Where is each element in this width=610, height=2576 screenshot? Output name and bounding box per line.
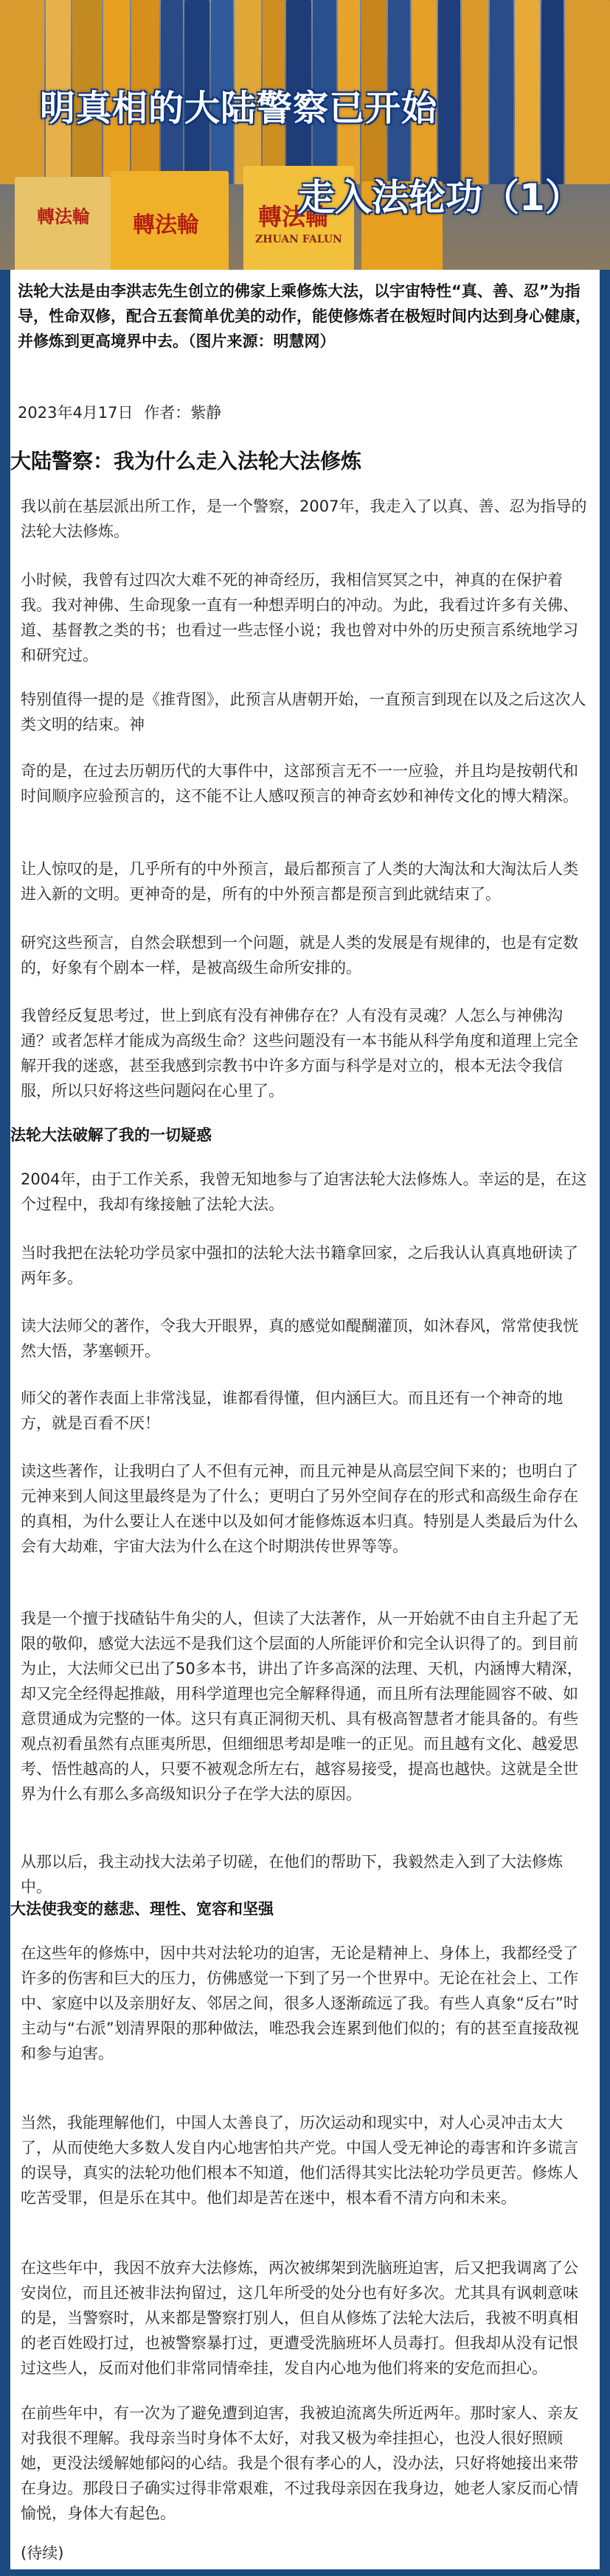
book-cover-title: 轉法輪 (37, 206, 90, 227)
to-be-continued: (待续) (21, 2544, 64, 2562)
article-date: 2023年4月17日 (18, 404, 134, 422)
book-spine (490, 0, 513, 184)
paragraph: 奇的是，在过去历朝历代的大事件中，这部预言无不一一应验，并且均是按朝代和时间顺序应验预言的，这不能不让人感叹预言的神奇玄妙和神传文化的博大精深。 (21, 762, 578, 805)
book-spine (515, 0, 540, 184)
article-meta (18, 401, 227, 423)
header-banner-image (0, 0, 610, 270)
paragraph: 在前些年中，有一次为了避免遭到迫害，我被迫流离失所近两年。那时家人、亲友对我很不理解。我母亲当时身体不太好，对我又极为牵挂担心，也没人很好照顾她，更没法缓解她郁闷的心结。我是个很有孝心的人，没办法，只好将她接出来带在身边。那段日子确实过得非常艰难，不过我母亲因在我身边，她老人家反而心情愉悦，身体大有起色。 (21, 2404, 578, 2522)
paragraph: 我曾经反复思考过，世上到底有没有神佛存在？人有没有灵魂？人怎么与神佛沟通？或者怎样才能成为高级生命？这些问题没有一本书能从科学角度和道理上完全解开我的迷惑，甚至我感到宗教书中许多方面与科学是对立的，根本无法令我信服，所以只好将这些问题闷在心里了。 (21, 1007, 578, 1100)
paragraph: 我是一个擅于找碴钻牛角尖的人，但读了大法著作，从一开始就不由自主升起了无限的敬仰，感觉大法远不是我们这个层面的人所能评价和完全认识得了的。到目前为止，大法师父已出了50多本书，讲出了许多高深的法理、天机，内涵博大精深，却又完全经得起推敲，用科学道理也完全解释得通，而且所有法理能圆容不破、如意贯通成为完整的一体。这只有真正洞彻天机、具有极高智慧者才能具备的。有些观点初看虽然有点匪夷所思，但细细思考却是唯一的正见。而且越有文化、越爱思考、悟性越高的人，只要不被观念所左右，越容易接受，提高也越快。这就是全世界为什么有那么多高级知识分子在学大法的原因。 (21, 1610, 583, 1803)
article-body (10, 270, 600, 2569)
article-heading: 大陆警察：我为什么走入法轮大法修炼 (10, 449, 362, 473)
section-heading: 大法使我变的慈悲、理性、宽容和坚强 (10, 1900, 274, 1918)
article-author: 作者：紫静 (144, 404, 222, 422)
book-spine (541, 0, 564, 184)
book-cover (15, 177, 111, 270)
paragraph: 在这些年中，我因不放弃大法修炼，两次被绑架到洗脑班迫害，后又把我调离了公安岗位，而且还被非法拘留过，这几年所受的处分也有好多次。尤其具有讽刺意味的是，当警察时，从来都是警察打别人，但自从修炼了法轮大法后，我被不明真相的老百姓殴打过，也被警察暴打过，更遭受洗脑班坏人员毒打。但我却从没有记恨过这些人，反而对他们非常同情牵挂，发自内心地为他们将来的安危而担心。 (21, 2259, 578, 2377)
page-title-line1: 明真相的大陆警察已开始 (40, 88, 438, 129)
paragraph: 小时候，我曾有过四次大难不死的神奇经历，我相信冥冥之中，神真的在保护着我。我对神佛、生命现象一直有一种想弄明白的冲动。为此，我看过许多有关佛、道、基督教之类的书；也看过一些志怪小说；我也曾对中外的历史预言系统地学习和研究过。 (21, 571, 578, 664)
paragraph: 从那以后，我主动找大法弟子切磋，在他们的帮助下，我毅然走入到了大法修炼中。 (21, 1853, 563, 1896)
paragraph: 师父的著作表面上非常浅显，谁都看得懂，但内涵巨大。而且还有一个神奇的地方，就是百看不厌！ (21, 1389, 563, 1432)
book-cover-title: 轉法輪 (258, 203, 330, 231)
paragraph: 读这些著作，让我明白了人不但有元神，而且元神是从高层空间下来的；也明白了元神来到人间这里最终是为了什么；更明白了另外空间存在的形式和高级生命存在的真相，为什么要让人在迷中以及如何才能修炼返本归真。特别是人类最后为什么会有大劫难，宇宙大法为什么在这个时期洪传世界等等。 (21, 1462, 578, 1555)
book-spine (565, 0, 610, 184)
book-spine (462, 0, 488, 184)
book-spine (438, 0, 460, 184)
paragraph: 让人惊叹的是，几乎所有的中外预言，最后都预言了人类的大淘汰和大淘汰后人类进入新的文明。更神奇的是，所有的中外预言都是预言到此就结束了。 (21, 860, 578, 903)
page-title-line2: 走入法轮功（1） (298, 176, 582, 219)
book-cover-subtitle: ZHUAN FALUN (255, 234, 342, 245)
paragraph: 我以前在基层派出所工作，是一个警察，2007年，我走入了以真、善、忍为指导的法轮大法修炼。 (21, 498, 587, 540)
paragraph: 当然，我能理解他们，中国人太善良了，历次运动和现实中，对人心灵冲击太大了，从而使绝大多数人发自内心地害怕共产党。中国人受无神论的毒害和许多谎言的误导，真实的法轮功他们根本不知道，他们活得其实比法轮功学员更苦。修炼人吃苦受罪，但是乐在其中。他们却是苦在迷中，根本看不清方向和未来。 (21, 2114, 578, 2207)
book-cover (111, 171, 229, 270)
section-heading: 法轮大法破解了我的一切疑惑 (10, 1126, 212, 1144)
article-intro: 法轮大法是由李洪志先生创立的佛家上乘修炼大法，以宇宙特性“真、善、忍”为指导，性命双修，配合五套简单优美的动作，能使修炼者在极短时间内达到身心健康，并修炼到更高境界中去。（图片来源：明慧网） (18, 282, 591, 350)
paragraph: 当时我把在法轮功学员家中强扣的法轮大法书籍拿回家，之后我认认真真地研读了两年多。 (21, 1244, 578, 1287)
paragraph: 特别值得一提的是《推背图》，此预言从唐朝开始，一直预言到现在以及之后这次人类文明的结束。神 (21, 691, 586, 733)
paragraph: 研究这些预言，自然会联想到一个问题，就是人类的发展是有规律的，也是有定数的，好象有个剧本一样，是被高级生命所安排的。 (21, 934, 578, 977)
book-spine (0, 0, 44, 184)
paragraph: 2004年，由于工作关系，我曾无知地参与了迫害法轮大法修炼人。幸运的是，在这个过程中，我却有缘接触了法轮大法。 (21, 1170, 587, 1213)
book-cover-title: 轉法輪 (133, 212, 199, 238)
paragraph: 在这些年的修炼中，因中共对法轮功的迫害，无论是精神上、身体上，我都经受了许多的伤害和巨大的压力，仿佛感觉一下到了另一个世界中。无论在社会上、工作中、家庭中以及亲朋好友、邻居之间，很多人逐渐疏远了我。有些人真象“反右”时主动与“右派”划清界限的那种做法，唯恐我会连累到他们似的；有的甚至直接敌视和参与迫害。 (21, 1944, 579, 2062)
paragraph: 读大法师父的著作，令我大开眼界，真的感觉如醍醐灌顶，如沐春风，常常使我恍然大悟，茅塞顿开。 (21, 1317, 578, 1360)
